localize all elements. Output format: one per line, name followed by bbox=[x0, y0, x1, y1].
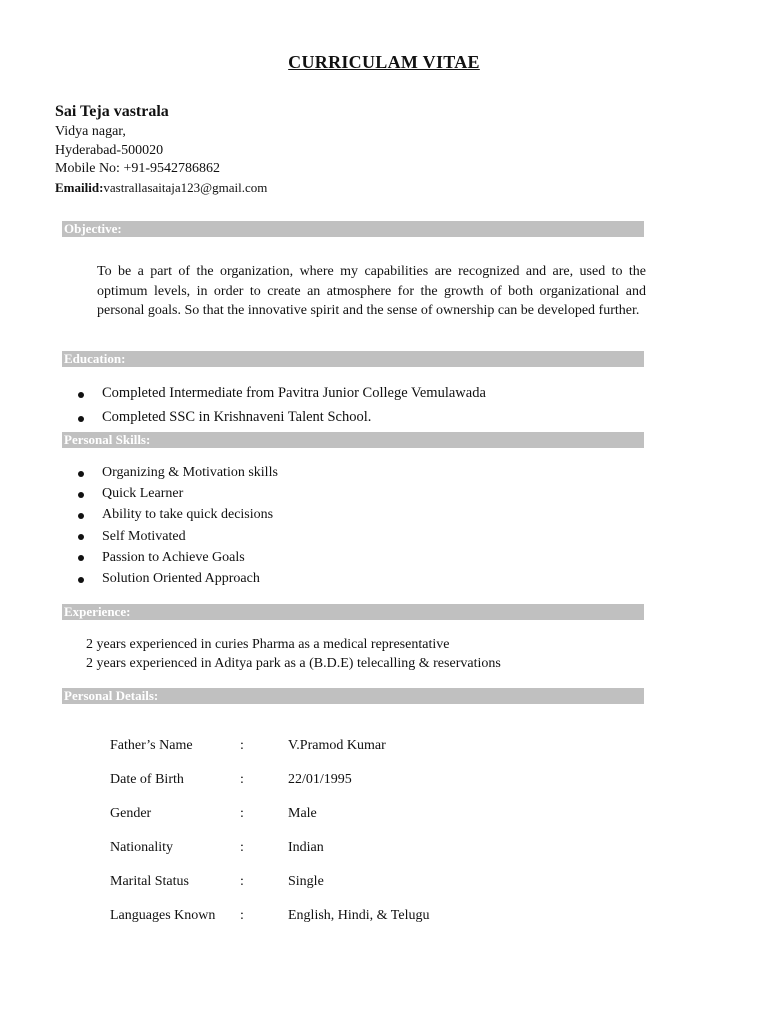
detail-value: Male bbox=[288, 806, 317, 821]
detail-separator: : bbox=[240, 908, 244, 923]
address-line-1: Vidya nagar, bbox=[55, 124, 126, 139]
skill-item: Self Motivated bbox=[102, 528, 186, 544]
bullet-icon bbox=[78, 513, 84, 519]
bullet-icon bbox=[78, 534, 84, 540]
bullet-icon bbox=[78, 577, 84, 583]
experience-line: 2 years experienced in Aditya park as a (B.D.E) telecalling & reservations bbox=[86, 655, 501, 671]
skill-item: Quick Learner bbox=[102, 486, 184, 502]
address-line-2: Hyderabad-500020 bbox=[55, 142, 164, 158]
detail-label: Date of Birth bbox=[110, 772, 184, 787]
skill-item: Ability to take quick decisions bbox=[102, 507, 274, 523]
section-header-personal-details: Personal Details: bbox=[62, 688, 644, 704]
bullet-icon bbox=[78, 492, 84, 498]
list-item bbox=[76, 569, 278, 590]
email-line bbox=[55, 179, 267, 198]
section-header-education: Education: bbox=[62, 351, 644, 367]
detail-separator: : bbox=[240, 840, 244, 855]
detail-label: Marital Status bbox=[110, 874, 189, 889]
objective-text: To be a part of the organization, where my capabilities are recognized and are, used to the optimum levels, in order to create an atmosphere for the growth of both organizational and personal goals. So that the innovative spirit and the sense of ownership can be developed further. bbox=[97, 264, 646, 318]
detail-separator: : bbox=[240, 806, 244, 821]
detail-label: Father’s Name bbox=[110, 738, 193, 753]
education-item: Completed SSC in Krishnaveni Talent School. bbox=[102, 409, 372, 425]
section-header-experience: Experience: bbox=[62, 604, 644, 620]
list-item bbox=[76, 463, 278, 484]
list-item bbox=[76, 484, 278, 505]
skill-item: Passion to Achieve Goals bbox=[102, 549, 245, 565]
detail-separator: : bbox=[240, 874, 244, 889]
skills-list bbox=[76, 463, 278, 590]
detail-label: Languages Known bbox=[110, 908, 216, 923]
detail-label: Nationality bbox=[110, 840, 173, 855]
document-title: CURRICULAM VITAE bbox=[288, 52, 480, 72]
bullet-icon bbox=[78, 555, 84, 561]
detail-separator: : bbox=[240, 738, 244, 753]
skill-item: Organizing & Motivation skills bbox=[102, 465, 278, 480]
detail-value: V.Pramod Kumar bbox=[288, 738, 386, 753]
bullet-icon bbox=[78, 392, 84, 398]
education-item: Completed Intermediate from Pavitra Junior College Vemulawada bbox=[102, 385, 486, 401]
skill-item: Solution Oriented Approach bbox=[102, 570, 260, 586]
detail-value: 22/01/1995 bbox=[288, 772, 352, 787]
candidate-name: Sai Teja vastrala bbox=[55, 103, 169, 120]
detail-value: Single bbox=[288, 874, 324, 889]
email-label: Emailid: bbox=[55, 179, 104, 195]
education-list bbox=[76, 383, 486, 431]
list-item bbox=[76, 383, 486, 407]
detail-separator: : bbox=[240, 772, 244, 787]
bullet-icon bbox=[78, 416, 84, 422]
email-address: vastrallasaitaja123@gmail.com bbox=[103, 179, 268, 195]
mobile-number: Mobile No: +91-9542786862 bbox=[55, 161, 220, 176]
list-item bbox=[76, 407, 486, 431]
detail-value: Indian bbox=[288, 840, 324, 855]
bullet-icon bbox=[78, 471, 84, 477]
list-item bbox=[76, 505, 278, 526]
contact-block bbox=[55, 123, 267, 197]
section-header-objective: Objective: bbox=[62, 221, 644, 237]
list-item bbox=[76, 527, 278, 548]
detail-value: English, Hindi, & Telugu bbox=[288, 908, 430, 923]
experience-block bbox=[86, 636, 501, 673]
experience-line: 2 years experienced in curies Pharma as a medical representative bbox=[86, 637, 450, 652]
list-item bbox=[76, 548, 278, 569]
detail-label: Gender bbox=[110, 806, 152, 821]
section-header-skills: Personal Skills: bbox=[62, 432, 644, 448]
